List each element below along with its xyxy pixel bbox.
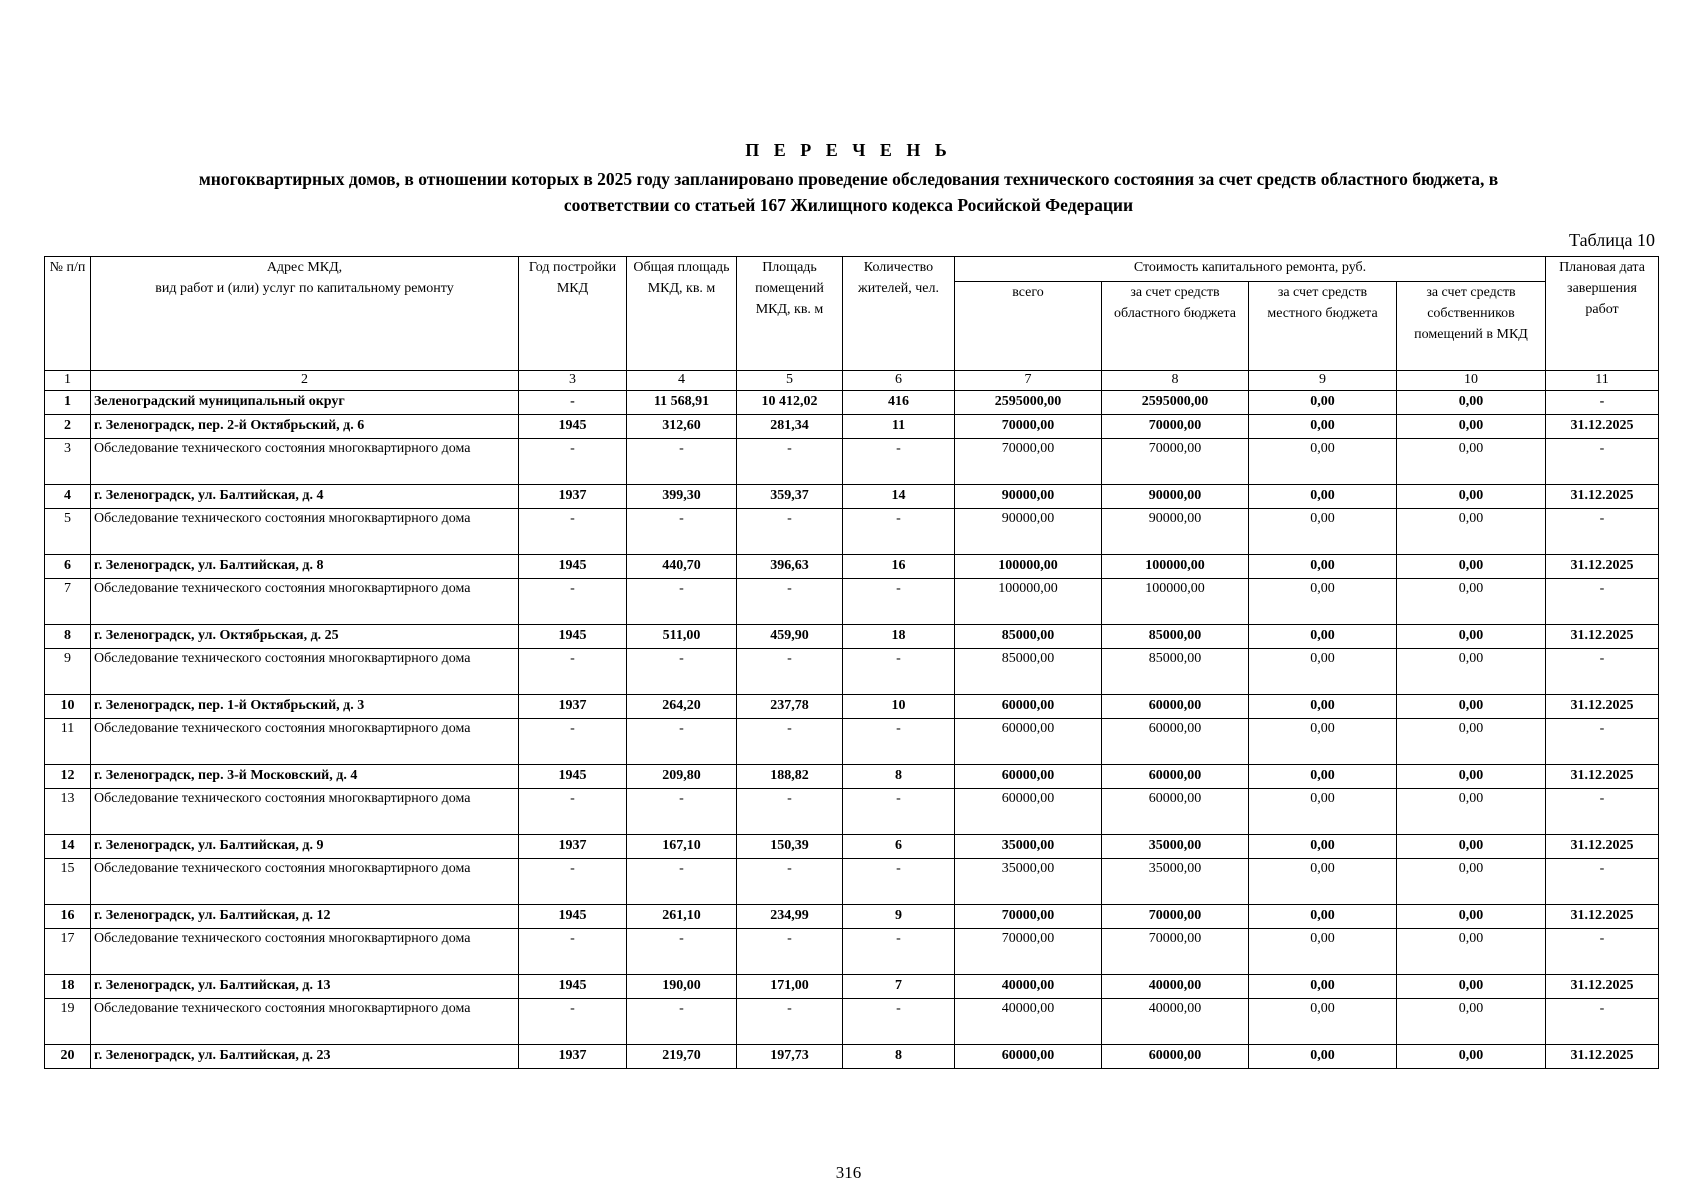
row-cost-local: 0,00 (1249, 649, 1397, 695)
col-header-cost-group: Стоимость капитального ремонта, руб. (955, 257, 1546, 282)
row-plan-date: 31.12.2025 (1546, 975, 1659, 999)
row-plan-date: 31.12.2025 (1546, 1045, 1659, 1069)
row-total-area: - (627, 929, 737, 975)
row-residents: 16 (843, 555, 955, 579)
table-row (45, 999, 1659, 1045)
row-cost-total: 35000,00 (955, 835, 1102, 859)
row-num: 2 (45, 415, 91, 439)
col-header-address: Адрес МКД, вид работ и (или) услуг по капитальному ремонту (91, 257, 519, 371)
row-cost-owners: 0,00 (1397, 439, 1546, 485)
col-header-plan-date: Плановая дата завершения работ (1546, 257, 1659, 371)
row-premises-area: - (737, 999, 843, 1045)
row-num: 1 (45, 391, 91, 415)
row-cost-local: 0,00 (1249, 439, 1397, 485)
row-plan-date: 31.12.2025 (1546, 625, 1659, 649)
row-total-area: - (627, 719, 737, 765)
row-premises-area: 281,34 (737, 415, 843, 439)
row-address: Обследование технического состояния многоквартирного дома (91, 859, 519, 905)
row-cost-total: 60000,00 (955, 789, 1102, 835)
row-residents: 6 (843, 835, 955, 859)
row-cost-total: 90000,00 (955, 509, 1102, 555)
row-plan-date: 31.12.2025 (1546, 485, 1659, 509)
row-num: 5 (45, 509, 91, 555)
row-cost-regional: 70000,00 (1102, 415, 1249, 439)
row-premises-area: 396,63 (737, 555, 843, 579)
row-total-area: 511,00 (627, 625, 737, 649)
row-plan-date: - (1546, 649, 1659, 695)
row-cost-regional: 90000,00 (1102, 485, 1249, 509)
row-cost-regional: 70000,00 (1102, 929, 1249, 975)
row-total-area: 264,20 (627, 695, 737, 719)
row-address: Обследование технического состояния многоквартирного дома (91, 649, 519, 695)
row-year: - (519, 929, 627, 975)
table-row (45, 439, 1659, 485)
column-number: 1 (45, 371, 91, 391)
row-address: Обследование технического состояния многоквартирного дома (91, 509, 519, 555)
row-address: Обследование технического состояния многоквартирного дома (91, 999, 519, 1045)
row-cost-owners: 0,00 (1397, 415, 1546, 439)
col-header-residents: Количество жителей, чел. (843, 257, 955, 371)
row-total-area: 167,10 (627, 835, 737, 859)
row-address: Обследование технического состояния многоквартирного дома (91, 719, 519, 765)
row-cost-total: 100000,00 (955, 555, 1102, 579)
row-address: г. Зеленоградск, ул. Балтийская, д. 13 (91, 975, 519, 999)
col-header-premises-area: Площадь помещений МКД, кв. м (737, 257, 843, 371)
row-cost-local: 0,00 (1249, 859, 1397, 905)
row-year: - (519, 789, 627, 835)
row-plan-date: 31.12.2025 (1546, 695, 1659, 719)
row-cost-regional: 100000,00 (1102, 579, 1249, 625)
row-residents: - (843, 509, 955, 555)
row-cost-regional: 90000,00 (1102, 509, 1249, 555)
row-year: - (519, 579, 627, 625)
header-row-1 (45, 257, 1659, 282)
row-cost-regional: 35000,00 (1102, 859, 1249, 905)
row-cost-local: 0,00 (1249, 975, 1397, 999)
row-year: 1945 (519, 625, 627, 649)
row-address: Обследование технического состояния многоквартирного дома (91, 789, 519, 835)
row-residents: 8 (843, 1045, 955, 1069)
column-number: 3 (519, 371, 627, 391)
row-residents: - (843, 999, 955, 1045)
row-total-area: - (627, 649, 737, 695)
row-cost-total: 40000,00 (955, 975, 1102, 999)
row-total-area: 261,10 (627, 905, 737, 929)
row-cost-owners: 0,00 (1397, 999, 1546, 1045)
row-cost-regional: 70000,00 (1102, 439, 1249, 485)
table-row (45, 975, 1659, 999)
row-residents: 9 (843, 905, 955, 929)
row-year: - (519, 649, 627, 695)
row-premises-area: 197,73 (737, 1045, 843, 1069)
row-cost-local: 0,00 (1249, 695, 1397, 719)
row-premises-area: - (737, 929, 843, 975)
row-cost-owners: 0,00 (1397, 975, 1546, 999)
table-row (45, 415, 1659, 439)
row-year: - (519, 439, 627, 485)
row-cost-total: 70000,00 (955, 439, 1102, 485)
row-cost-total: 85000,00 (955, 625, 1102, 649)
row-year: 1945 (519, 555, 627, 579)
column-number: 7 (955, 371, 1102, 391)
table-row (45, 625, 1659, 649)
row-residents: 7 (843, 975, 955, 999)
row-cost-total: 2595000,00 (955, 391, 1102, 415)
row-premises-area: - (737, 579, 843, 625)
row-plan-date: 31.12.2025 (1546, 415, 1659, 439)
subtitle-line-2: соответствии со статьей 167 Жилищного кодекса Росийской Федерации (563, 195, 1134, 215)
document-subtitle (40, 166, 1657, 218)
row-cost-total: 70000,00 (955, 929, 1102, 975)
row-total-area: - (627, 579, 737, 625)
row-premises-area: 171,00 (737, 975, 843, 999)
row-address: г. Зеленоградск, ул. Балтийская, д. 4 (91, 485, 519, 509)
page-number: 316 (835, 1163, 862, 1182)
row-residents: - (843, 929, 955, 975)
column-number: 6 (843, 371, 955, 391)
row-cost-local: 0,00 (1249, 905, 1397, 929)
col-header-total-area: Общая площадь МКД, кв. м (627, 257, 737, 371)
row-year: 1937 (519, 485, 627, 509)
row-num: 14 (45, 835, 91, 859)
row-cost-owners: 0,00 (1397, 485, 1546, 509)
col-header-year: Год постройки МКД (519, 257, 627, 371)
row-cost-local: 0,00 (1249, 485, 1397, 509)
row-plan-date: - (1546, 579, 1659, 625)
row-cost-regional: 85000,00 (1102, 649, 1249, 695)
row-year: 1945 (519, 765, 627, 789)
row-cost-regional: 70000,00 (1102, 905, 1249, 929)
row-cost-local: 0,00 (1249, 835, 1397, 859)
table-row (45, 1045, 1659, 1069)
row-year: 1937 (519, 1045, 627, 1069)
column-number: 11 (1546, 371, 1659, 391)
row-cost-regional: 60000,00 (1102, 765, 1249, 789)
row-cost-owners: 0,00 (1397, 929, 1546, 975)
row-total-area: 11 568,91 (627, 391, 737, 415)
row-num: 11 (45, 719, 91, 765)
row-year: 1945 (519, 905, 627, 929)
row-num: 16 (45, 905, 91, 929)
row-cost-local: 0,00 (1249, 415, 1397, 439)
row-cost-total: 100000,00 (955, 579, 1102, 625)
row-plan-date: 31.12.2025 (1546, 905, 1659, 929)
row-plan-date: - (1546, 929, 1659, 975)
row-cost-regional: 60000,00 (1102, 695, 1249, 719)
row-cost-owners: 0,00 (1397, 719, 1546, 765)
table-row (45, 485, 1659, 509)
row-num: 12 (45, 765, 91, 789)
row-cost-owners: 0,00 (1397, 579, 1546, 625)
row-year: 1937 (519, 835, 627, 859)
row-num: 3 (45, 439, 91, 485)
row-year: - (519, 509, 627, 555)
row-residents: - (843, 649, 955, 695)
row-cost-owners: 0,00 (1397, 859, 1546, 905)
row-address: Обследование технического состояния многоквартирного дома (91, 579, 519, 625)
row-residents: 14 (843, 485, 955, 509)
row-plan-date: - (1546, 509, 1659, 555)
row-address: Обследование технического состояния многоквартирного дома (91, 929, 519, 975)
row-premises-area: 150,39 (737, 835, 843, 859)
table-row (45, 579, 1659, 625)
row-cost-owners: 0,00 (1397, 509, 1546, 555)
row-premises-area: 359,37 (737, 485, 843, 509)
row-premises-area: - (737, 859, 843, 905)
row-cost-total: 35000,00 (955, 859, 1102, 905)
row-num: 17 (45, 929, 91, 975)
row-year: - (519, 999, 627, 1045)
row-total-area: 190,00 (627, 975, 737, 999)
row-cost-owners: 0,00 (1397, 789, 1546, 835)
col-header-cost-regional: за счет средств областного бюджета (1102, 282, 1249, 371)
row-cost-regional: 100000,00 (1102, 555, 1249, 579)
row-num: 13 (45, 789, 91, 835)
row-residents: 416 (843, 391, 955, 415)
row-premises-area: 10 412,02 (737, 391, 843, 415)
table-row (45, 835, 1659, 859)
row-cost-regional: 40000,00 (1102, 999, 1249, 1045)
row-address: г. Зеленоградск, пер. 2-й Октябрьский, д. 6 (91, 415, 519, 439)
row-num: 4 (45, 485, 91, 509)
row-cost-local: 0,00 (1249, 999, 1397, 1045)
row-residents: - (843, 789, 955, 835)
column-number: 2 (91, 371, 519, 391)
row-num: 7 (45, 579, 91, 625)
row-residents: - (843, 579, 955, 625)
row-premises-area: - (737, 509, 843, 555)
row-premises-area: 234,99 (737, 905, 843, 929)
row-address: г. Зеленоградск, пер. 1-й Октябрьский, д. 3 (91, 695, 519, 719)
table-row (45, 555, 1659, 579)
column-number: 5 (737, 371, 843, 391)
table-body (45, 391, 1659, 1069)
row-cost-total: 60000,00 (955, 719, 1102, 765)
row-plan-date: - (1546, 391, 1659, 415)
row-year: - (519, 859, 627, 905)
column-number: 8 (1102, 371, 1249, 391)
row-year: 1945 (519, 975, 627, 999)
row-premises-area: - (737, 649, 843, 695)
column-number: 9 (1249, 371, 1397, 391)
table-row (45, 859, 1659, 905)
column-number: 10 (1397, 371, 1546, 391)
row-year: - (519, 391, 627, 415)
row-cost-total: 90000,00 (955, 485, 1102, 509)
row-cost-local: 0,00 (1249, 765, 1397, 789)
row-total-area: 312,60 (627, 415, 737, 439)
row-total-area: 209,80 (627, 765, 737, 789)
row-address: Обследование технического состояния многоквартирного дома (91, 439, 519, 485)
row-residents: - (843, 859, 955, 905)
table-label: Таблица 10 (1569, 230, 1655, 250)
row-address: г. Зеленоградск, ул. Балтийская, д. 12 (91, 905, 519, 929)
row-cost-owners: 0,00 (1397, 649, 1546, 695)
table-row (45, 391, 1659, 415)
row-cost-total: 60000,00 (955, 765, 1102, 789)
table-row (45, 649, 1659, 695)
row-residents: 18 (843, 625, 955, 649)
table-row (45, 509, 1659, 555)
row-cost-local: 0,00 (1249, 391, 1397, 415)
row-cost-owners: 0,00 (1397, 391, 1546, 415)
column-number: 4 (627, 371, 737, 391)
row-plan-date: 31.12.2025 (1546, 765, 1659, 789)
row-cost-owners: 0,00 (1397, 905, 1546, 929)
row-num: 19 (45, 999, 91, 1045)
row-num: 20 (45, 1045, 91, 1069)
row-plan-date: - (1546, 719, 1659, 765)
row-year: 1945 (519, 415, 627, 439)
row-cost-local: 0,00 (1249, 929, 1397, 975)
row-year: 1937 (519, 695, 627, 719)
row-cost-owners: 0,00 (1397, 1045, 1546, 1069)
row-cost-total: 70000,00 (955, 415, 1102, 439)
document-title: П Е Р Е Ч Е Н Ь (745, 140, 952, 160)
row-address: г. Зеленоградск, ул. Балтийская, д. 23 (91, 1045, 519, 1069)
row-cost-owners: 0,00 (1397, 835, 1546, 859)
row-cost-local: 0,00 (1249, 579, 1397, 625)
row-cost-regional: 85000,00 (1102, 625, 1249, 649)
row-total-area: - (627, 859, 737, 905)
row-total-area: 219,70 (627, 1045, 737, 1069)
row-cost-total: 60000,00 (955, 695, 1102, 719)
row-cost-local: 0,00 (1249, 719, 1397, 765)
row-cost-owners: 0,00 (1397, 765, 1546, 789)
table-row (45, 789, 1659, 835)
row-cost-total: 60000,00 (955, 1045, 1102, 1069)
row-num: 6 (45, 555, 91, 579)
row-plan-date: - (1546, 999, 1659, 1045)
row-cost-owners: 0,00 (1397, 625, 1546, 649)
row-plan-date: 31.12.2025 (1546, 555, 1659, 579)
row-premises-area: - (737, 719, 843, 765)
row-num: 10 (45, 695, 91, 719)
row-address: г. Зеленоградск, ул. Октябрьская, д. 25 (91, 625, 519, 649)
row-address: г. Зеленоградск, ул. Балтийская, д. 9 (91, 835, 519, 859)
row-premises-area: 237,78 (737, 695, 843, 719)
table-row (45, 695, 1659, 719)
row-cost-local: 0,00 (1249, 555, 1397, 579)
row-plan-date: - (1546, 439, 1659, 485)
column-number-row (45, 371, 1659, 391)
row-year: - (519, 719, 627, 765)
row-plan-date: - (1546, 789, 1659, 835)
row-num: 18 (45, 975, 91, 999)
row-premises-area: - (737, 439, 843, 485)
row-cost-regional: 60000,00 (1102, 719, 1249, 765)
table-row (45, 905, 1659, 929)
row-premises-area: 188,82 (737, 765, 843, 789)
row-total-area: - (627, 999, 737, 1045)
row-cost-total: 85000,00 (955, 649, 1102, 695)
table-row (45, 929, 1659, 975)
row-cost-regional: 60000,00 (1102, 1045, 1249, 1069)
row-cost-local: 0,00 (1249, 789, 1397, 835)
row-num: 15 (45, 859, 91, 905)
row-cost-regional: 35000,00 (1102, 835, 1249, 859)
row-total-area: - (627, 439, 737, 485)
row-residents: - (843, 439, 955, 485)
table-row (45, 719, 1659, 765)
row-total-area: 399,30 (627, 485, 737, 509)
row-num: 9 (45, 649, 91, 695)
subtitle-line-1: многоквартирных домов, в отношении которых в 2025 году запланировано проведение обследования технического состояния за счет средств областного бюджета, в (198, 169, 1499, 189)
row-cost-regional: 2595000,00 (1102, 391, 1249, 415)
row-residents: 8 (843, 765, 955, 789)
row-cost-owners: 0,00 (1397, 555, 1546, 579)
row-address: г. Зеленоградск, пер. 3-й Московский, д. 4 (91, 765, 519, 789)
row-address: г. Зеленоградск, ул. Балтийская, д. 8 (91, 555, 519, 579)
row-premises-area: 459,90 (737, 625, 843, 649)
row-cost-local: 0,00 (1249, 1045, 1397, 1069)
col-header-num: № п/п (45, 257, 91, 371)
row-num: 8 (45, 625, 91, 649)
col-header-cost-total: всего (955, 282, 1102, 371)
row-total-area: - (627, 509, 737, 555)
houses-table (44, 256, 1659, 1069)
row-total-area: 440,70 (627, 555, 737, 579)
col-header-cost-local: за счет средств местного бюджета (1249, 282, 1397, 371)
row-cost-local: 0,00 (1249, 509, 1397, 555)
row-cost-owners: 0,00 (1397, 695, 1546, 719)
row-residents: 11 (843, 415, 955, 439)
row-residents: - (843, 719, 955, 765)
row-cost-total: 40000,00 (955, 999, 1102, 1045)
row-cost-local: 0,00 (1249, 625, 1397, 649)
row-cost-total: 70000,00 (955, 905, 1102, 929)
table-row (45, 765, 1659, 789)
col-header-cost-owners: за счет средств собственников помещений в МКД (1397, 282, 1546, 371)
row-plan-date: - (1546, 859, 1659, 905)
row-cost-regional: 40000,00 (1102, 975, 1249, 999)
row-total-area: - (627, 789, 737, 835)
row-plan-date: 31.12.2025 (1546, 835, 1659, 859)
row-address: Зеленоградский муниципальный округ (91, 391, 519, 415)
row-premises-area: - (737, 789, 843, 835)
row-residents: 10 (843, 695, 955, 719)
row-cost-regional: 60000,00 (1102, 789, 1249, 835)
